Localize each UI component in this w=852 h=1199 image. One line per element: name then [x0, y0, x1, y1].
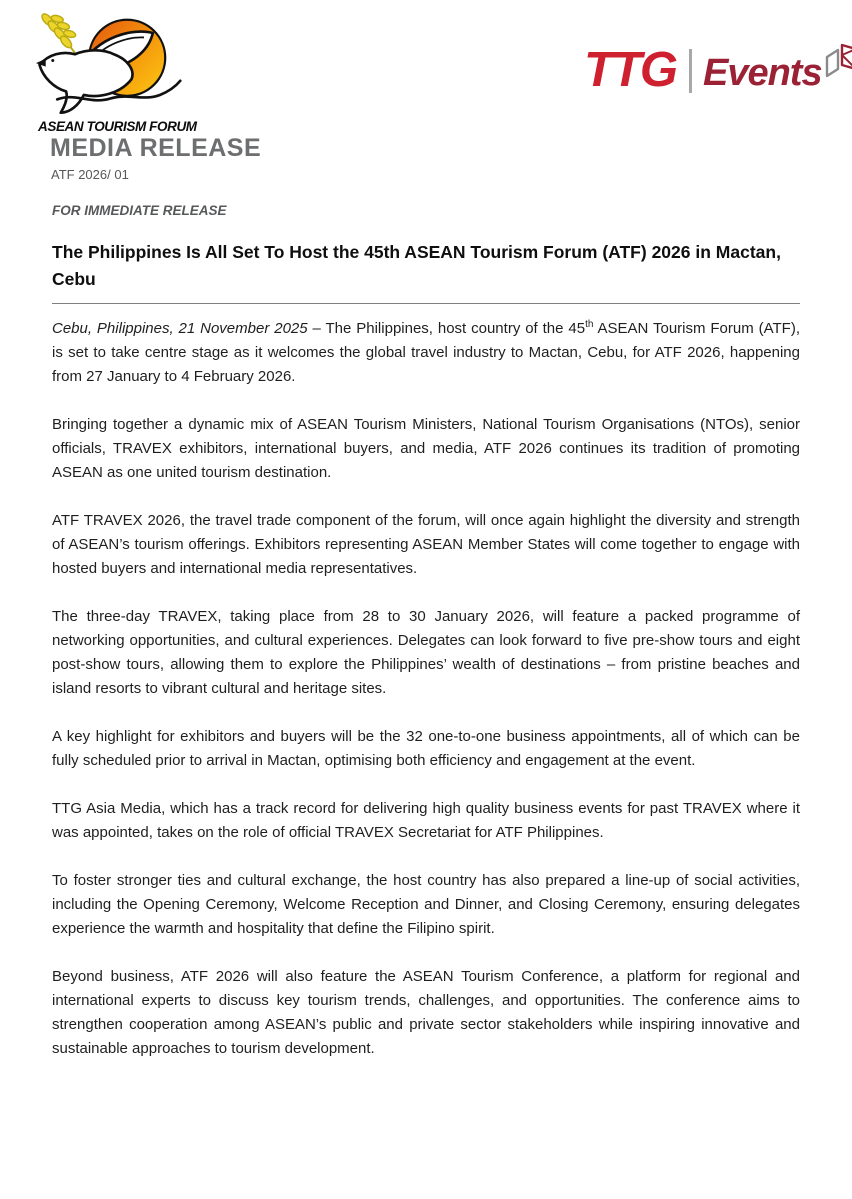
paragraph: To foster stronger ties and cultural exchange, the host country has also prepared a line-up of social activities, including the Opening Ceremony, Welcome Reception and Dinner, and Closing Ceremony, ensuring delegates experience the warmth and hospitality that define the Filipino spirit.: [52, 872, 800, 937]
paragraph-dateline: [52, 317, 800, 389]
ttg-wordmark: TTG: [584, 43, 676, 97]
paragraph: ATF TRAVEX 2026, the travel trade component of the forum, will once again highlight the diversity and strength of ASEAN’s tourism offerings. Exhibitors representing ASEAN Member States will come together to engage with hosted buyers and international media representatives.: [52, 512, 800, 577]
wheat-stalk: [40, 12, 78, 58]
reference-number: ATF 2026/ 01: [51, 167, 129, 182]
dateline: Cebu, Philippines, 21 November 2025: [52, 320, 308, 337]
dateline-separator: –: [307, 320, 326, 337]
paragraph: A key highlight for exhibitors and buyers will be the 32 one-to-one business appointments, all of which can be fully scheduled prior to arrival in Mactan, optimising both efficiency and engagement at the event.: [52, 728, 800, 769]
paragraph-1-text-cont: ASEAN Tourism Forum (ATF), is set to take centre stage as it welcomes the global travel industry to Mactan, Cebu, for ATF 2026, happening from 27 January to 4 February 2026.: [52, 320, 801, 385]
paragraph-1-text: The Philippines, host country of the 45: [325, 320, 586, 337]
ordinal-superscript: th: [585, 319, 594, 330]
media-release-heading: MEDIA RELEASE: [50, 134, 262, 162]
paragraph: TTG Asia Media, which has a track record for delivering high quality business events for past TRAVEX where it was appointed, takes on the role of official TRAVEX Secretariat for ATF Philippines.: [52, 800, 800, 841]
release-status-line: FOR IMMEDIATE RELEASE: [52, 203, 227, 218]
dove-sun-logo-icon: [28, 10, 190, 118]
dove-eye: [51, 59, 54, 62]
ttg-events-window-icon: [824, 40, 852, 80]
headline-divider: [52, 303, 800, 304]
ttg-events-logo: [584, 44, 852, 96]
atf-logo-caption: ASEAN TOURISM FORUM: [38, 119, 197, 134]
events-wordmark: Events: [702, 52, 822, 94]
paragraph: Beyond business, ATF 2026 will also feature the ASEAN Tourism Conference, a platform for regional and international experts to discuss key tourism trends, challenges, and opportunities. The conference aims to strengthen cooperation among ASEAN’s public and private sector stakeholders while inspiring innovative and sustainable approaches to tourism development.: [52, 968, 800, 1057]
paragraph: Bringing together a dynamic mix of ASEAN Tourism Ministers, National Tourism Organisations (NTOs), senior officials, TRAVEX exhibitors, international buyers, and media, ATF 2026 continues its tradition of promoting ASEAN as one united tourism destination.: [52, 416, 800, 481]
paragraph: The three-day TRAVEX, taking place from 28 to 30 January 2026, will feature a packed programme of networking opportunities, and cultural experiences. Delegates can look forward to five pre-show tours and eight post-show tours, allowing them to explore the Philippines’ wealth of destinations – from pristine beaches and island resorts to vibrant cultural and heritage sites.: [52, 608, 800, 697]
asean-tourism-forum-logo: [28, 10, 198, 134]
headline: The Philippines Is All Set To Host the 45th ASEAN Tourism Forum (ATF) 2026 in Mactan, Cebu: [52, 242, 781, 289]
logo-divider: [689, 49, 692, 93]
press-release-body: [52, 203, 800, 1061]
